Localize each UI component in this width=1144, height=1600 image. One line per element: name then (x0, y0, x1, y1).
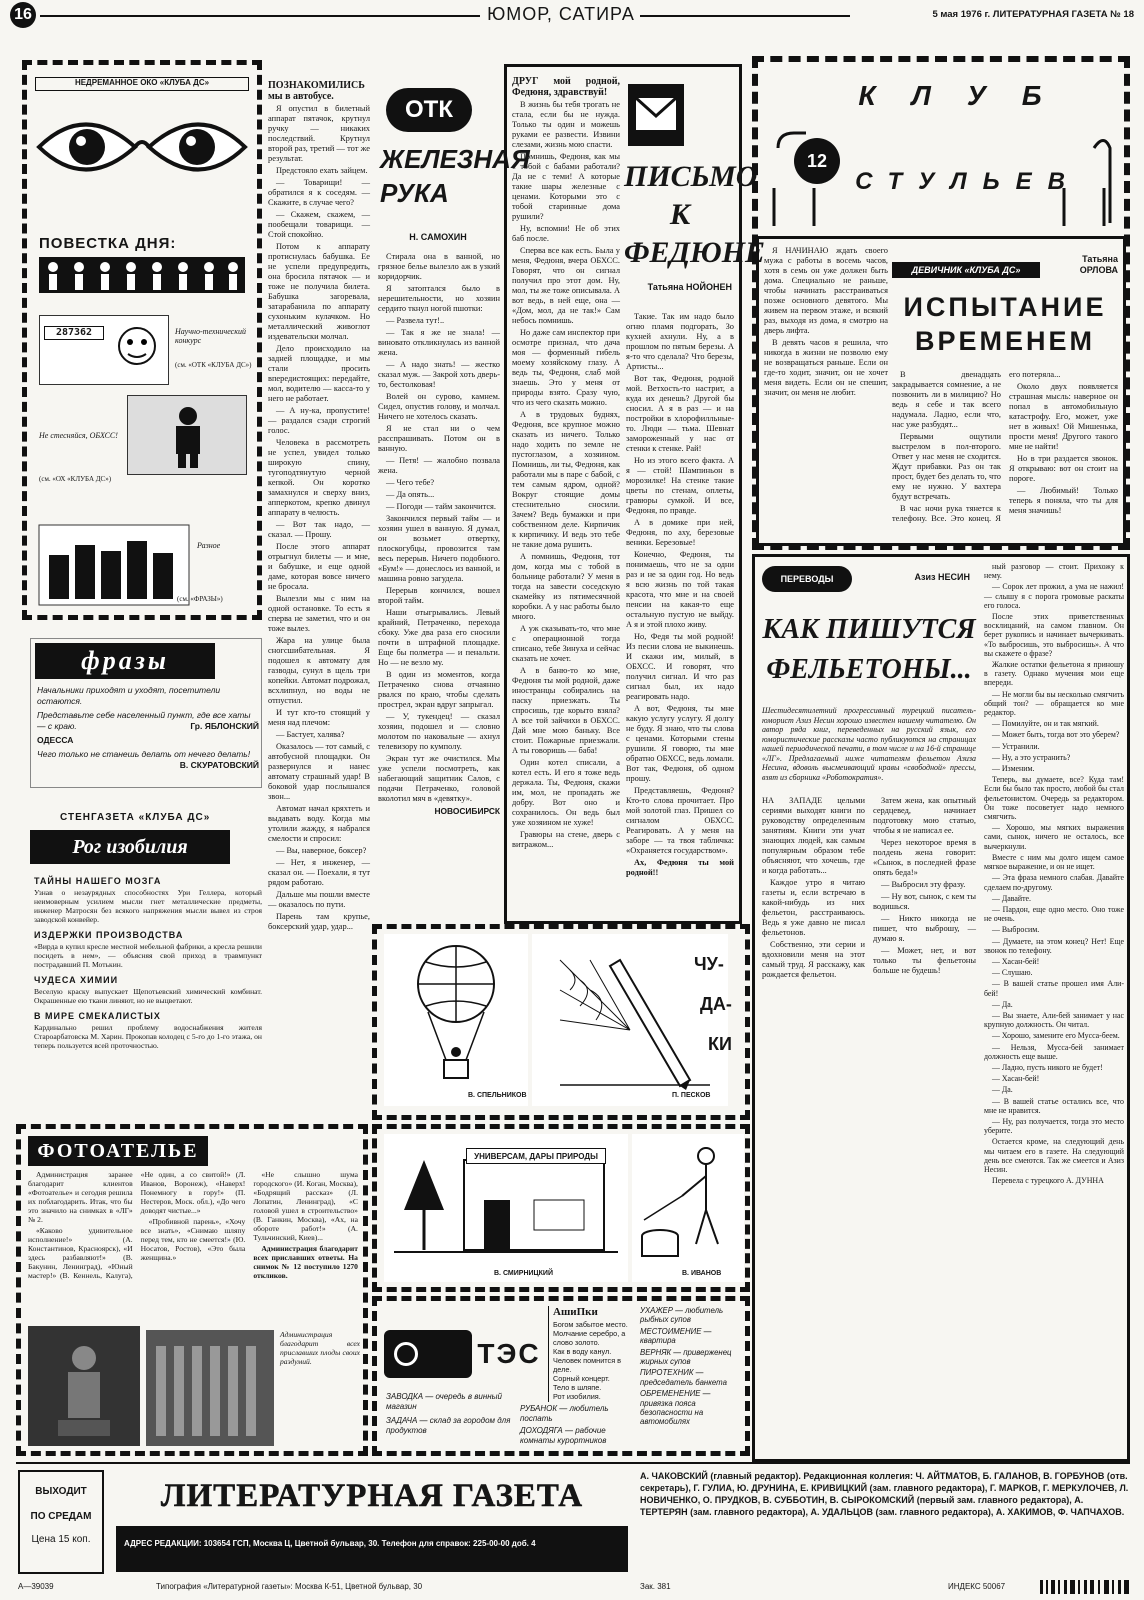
chair-number-icon: 12 (794, 138, 840, 184)
order-number: Зак. 381 (640, 1582, 671, 1591)
photo-number: 287362 (44, 326, 104, 340)
printer-info: Типография «Литературной газеты»: Москва К-51, Цветной бульвар, 30 (156, 1582, 423, 1591)
tes-middle-list (640, 1306, 744, 1452)
trial-right-text: В двенадцать закрадывается сомнение, а не позвонить ли в милицию? Но ведь я себе и так всего надумала. Ладно, если что, нас уже разбудят... Первыми ощутили выстрелом в пол-второго. Ответ у нас меня не сходится. Ждут прибавки. Раз он так прост, будет без делать то, что ему не нужно. У вахтера будут встречать. В час ночи рука тянется к телефону. Все. Это конец. Я его потеряла... Около двух появляется страшная мысль: наверное он попал в автомобильную катастрофу. Его, может, уже нет в живых! Ой Мишенька, прости меня! Другого такого мне не найти! Но в три раздается звонок. Я открываю: вот он стоит на пороге. — Любимый! Только теперь я поняла, что ты для меня значишь! (892, 370, 1118, 523)
ashipki-4: Человек помнится в деле. (553, 1356, 622, 1374)
fraza-1: Начальники приходят и уходят, посетители остаются. (37, 685, 221, 706)
story-iron-hand: Стирала она в ванной, но грязное белье вылезло аж в узкий коридорчик. Я затопталcя было в нерешительности, но хозяин сердито ткнул ногой пшотки: — Развела тут!.. — Так я же не знала! — виновато откликнулась из ванной жена. — А надо знать! — жестко сказал муж. — Закрой хоть дверь-то, бестолковая! Волей он сурово, камнем. Сидел, опустив голову, и молчал. Ничего не хотелось сказать. Я не стал ни о чем расспрашивать. Потом он в ванную. — Петя! — жалобно позвала жена. — Чего тебе? — Да опять... — Погоди — тайм закончится. Закончился первый тайм — и хозяин ушел в ванную. Я думал, он возьмет отвертку, плоскогубцы, провозится там весь перерыв. Ничего подобного. «Бум!» — донеслось из ванной, и машина ровно загудела. Перерыв кончился, вошел второй тайм. Наши отыгрывались. Левый крайний, Петраченко, перехода сбоку. Уже два раза его сносили почти в штрафной площадке. Еще бы полметра — и пенальти. Но — не везло му. В один из моментов, когда Петраченко снова отчаянно рвался по краю, чтобы сделать прострел, экран вдруг запрыгал. — У, тукендец! — сказал хозяин, подошел и — словно молотом по наковальне — ахнул телевизору по кумполу. Экран тут же очистился. Мы уже успели посмотреть, как набегающий защитник Салов, с подачи Петраченко, головой вколотил мяч в «девятку». НОВОСИБИРСК (378, 252, 500, 816)
tes-mestoimenie: МЕСТОИМЕНИЕ — квартира (640, 1326, 712, 1346)
translations-label: ПЕРЕВОДЫ (762, 566, 852, 592)
photo-figure-icon (48, 1340, 120, 1440)
agenda-title: ПОВЕСТКА ДНЯ: (39, 235, 177, 252)
trial-heading: ИСПЫТАНИЕ ВРЕМЕНЕМ (903, 292, 1107, 356)
tes-logo-mark (394, 1342, 418, 1366)
story-letter-right: Такие. Так им надо было огню пламя подгорать, Зо кухней ахнули. Ну, а в прошлом по пятым березы. А я-то что сделала? Что березы, Артисты... Вот так, Федюня, родной мой. Ветхость-то настрит, а куда их денешь? Другой бы сносил. А я в раз — и на постройки в хлорофилльные-то. Люди — тьма. Шевнат замороженный у нас от стенки к стенке. Рай! Но из этого всего факта. А я — стой! Шампиньон в морозилке! На стенке такие цветы по стенам, оплеты, гравюры сумкой. И все, Федюня, по правде. А в домике при ней, Федюня, по аху, березовые веники. Березовые! Конечно, Федюня, ты понимаешь, что не за одни раз и не за один год. Но ведь я всю жизнь по той такая красота, что мне и на своей пенсии на какая-то еще остальную пустую не выйду. А я и этой плохо живу. Но, Федя ты мой родной! Из песни слова не выкинешь. И скажи им, милый, в ОБХСС. И говорят, что получил сигнал. И что раз сигнал был, их надо реагировать надо. А вот, Федюня, ты мне какую услугу услугу. Я долгу не буду. Я знаю, что ты слова с ценами. Которыми стены рушили. Я говорю, ты мне обратно ОБХСС, ведь ломали. Вот так, Федюня, об одном прошу. Представляешь, Федюня? Кто-то слова прочитает. Про мой золотой глаз. Пришел со сигналом ОБХСС. Реагировать. А у меня на заборе — та твоя табличка: «Охраняется государством». Ах, Федюня ты мой родной!! (626, 312, 734, 877)
tes-logo (384, 1330, 472, 1378)
stump-author: В. ИВАНОВ (682, 1270, 722, 1277)
nesin-text: НА ЗАПАДЕ целыми сериями выходят книги по руководству определенным занятиям. Книги эти учат знающих людей, как самым популярным образом тебе объясняют, что хочешь, где и когда работать... Каждое утро я читаю газеты и, если встречаю в какой-нибудь из них фельетон, расстраиваюсь. Ведь я уже давно не писал фельетонов. Собственно, эти серии и вдохновили меня на этот самый труд. Я расскажу, как рождается фельетон. Затем жена, как опытный сердцевед, начинает подготовку мою статью, чтобы я не написал ее. Через некоторое время в полдень жена говорит: «Сынок, в последней фразе опять беда!» — Выбросил эту фразу. — Ну вот, сынок, с кем ты водишься. — Никто никогда не пишет, что выброшу, — думаю я. — Может, нет, и вот только ты фельетоны больше не будешь! (762, 796, 976, 979)
store-author: В. СМИРНИЦКИЙ (494, 1270, 553, 1277)
tes-zavodka: ЗАВОДКА — очередь в винный магазин (386, 1392, 502, 1411)
fraza-3: ОДЕССА (37, 735, 74, 745)
item-brain-text: Узнав о незаурядных способностях Ури Геллера, который неимоверным усилием мысли гнет металлические предметы, инженер Матросян без всякого напряжения мысли вывел из строя заводской конвейер. (34, 888, 262, 924)
chudaki-2: ДА- (700, 994, 732, 1014)
weekly-box (18, 1470, 104, 1574)
editorial-address: АДРЕС РЕДАКЦИИ: 103654 ГСП, Москва Ц, Цветной бульвар, 30. Телефон для справок: 225-00-00 доб. 4 (116, 1526, 628, 1572)
fraza-2: Представьте себе населенный пункт, где все хаты — с краю. Гр. ЯБЛОНСКИЙ (37, 710, 259, 731)
item-smart-text: Кардинально решил проблему водоснабжения жителя Староарбатовска М. Харин. Прокопав колодец с 5-го до 1-го этажа, он теперь пользуется всей проточностью. (34, 1023, 262, 1050)
stump-cartoon-art (632, 1134, 744, 1282)
club-word-row (850, 74, 1086, 124)
store-cartoon (384, 1134, 628, 1282)
index-number: ИНДЕКС 50067 (948, 1582, 1006, 1591)
tes-dohodyaga: ДОХОДЯГА — рабочие комнаты курортников (520, 1426, 607, 1445)
chudaki-3: КИ (708, 1034, 732, 1054)
story-letter-left: ДРУГ мой родной, Федюня, здравствуй! В жизнь бы тебя трогать не стала, если бы не нужда. Только ты один и можешь руками ее развести. Извини слезами, жизнь мою спасти. Помнишь, Федюня, как мы с тобой с бабами работали? Да не с теми! А которые такие шары железные с ценами. Которыми это с тобой старинные дома рушили? Ну, вспомни! Не об этих баб после. Сперва все как есть. Была у меня, Федюня, вчера ОБХСС. Говорят, что он сигнал получил про этот дом. Ну, мол, ты же тоже описывала. А вот ведь, в ней еще, она — «Дом, мол, да не так!» Сам небось помнишь. Но даже сам инспектор при осмотре признал, что дача моя — форменный гибель моему хозяйскому глазу. А ведь ты, Федюня, слаб мой знаешь. Это у меня от природы взято. Сразу чую, что из чего сказать можно. А в трудовых буднях, Федюня, все крупное можно сказать из ничего. Только надо ходить по земле не пустоглазом, а хозяином. Помнишь, ли ты, Федюня, как работали мы в паре с бабой, с тем самым ядром, одной? Вокруг стоящие домы стеснительно сносили. Зачем? Ведь бумажки и при собственном деле. Кирпичик к кирпичику. И ведь это тебе не такие дома рушить. А помнишь, Федюня, тот дом, когда мы с тобой в больнице работали? У меня в тогда на завести соседскую скамейку из пятимесячной коробки. А у нас работы было много. А уж сказывать-то, что мне с операционной тогда списано, тебе Зинуха и сейчас сказать не хочет. А в баню-то ко мне, Федюня ты мой родной, даже иностранцы собирались на паску приезжать. Ты спросишь, где корыто взяла? А все той зайчихи в ОБХСС. Дай мне мою баньку. Все стоит. Пожарные приезжали. А ты говоришь — баба! Один котел списали, а котел есть. И его я тоже ведь держала. Ты, Федюня, скажи им, мол, не пропадать же добру. Вот оно и сохранилось. Он ведь был уже хозяином не хуже! Гравюры на стене, дверь с витражом... (512, 76, 621, 849)
fraza-4: Чего только не станешь делать от нечего делать! В. СКУРАТОВСКИЙ (37, 749, 259, 770)
story-acquaintance: ПОЗНАКОМИЛИСЬ мы в автобусе. Я опустил в билетный аппарат пятачок, крутнул ручку — никаких последствий. Крутнул второй раз, третий — тот же результат. Предстояло ехать зайцем. — Товарищи! — обратился я к соседям. — Скажите, в случае чего? — Скажем, скажем, — пообещали товарищи. — Стой спокойно. Потом к аппарату протиснулась бабушка. Ее не успели предупредить, она бросила пятачок — и тоже не получила билета. Бабушка загоревала, затарабанила по аппарату сухоньким кулачком. Но металлический живоглот издевательски молчал. Дело происходило на задней площадке, и мы стали просить впередистоящих: передайте, мол, водителю — касса-то у него не работает. — А ну-ка, пропустите! — раздался сзади строгий голос. Человека в рассмотреть не успел, увидел только широкую спину, тугоподтянутую черной кепкой. Он коротко замахнулся и сверху вниз, апперкотом, крепко двинул аппарату в челюсть. — Вот так надо, — сказал. — Прошу. После этого аппарат отрыгнул билеты — и мне, и бабушке, и еще одной даме, которая вовсе ничего не бросала. Вылезли мы с ним на одной остановке. То есть я сперва не заметил, что и он тоже вылез. Жара на улице была сногсшибательная. Я подошел к автомату для газводы, сунул в щель три копейки. Автомат подрожал, всхлипнул, но воды не отпустил. И тут кто-то стоящий у меня над плечом: — Бастует, халява? Оказалось — тот самый, с автобусной площадки. Он развернулся и нанес автомату страшный удар! В боковой удар послышался звон... Автомат начал кряхтеть и выдавать воду. Когда мы утолили жажду, я набрался смелости и спросил: — Вы, наверное, боксер? — Нет, я инженер, — сказал он. — Поехали, я тут рядом работаю. Дальше мы пошли вместе — оказалось по пути. Парень там крупье, боксерский удар, удар... (268, 80, 370, 931)
otk-logo: ОТК (386, 88, 472, 132)
ashipki-3: Как в воду канул. (553, 1347, 612, 1356)
ashipki-inner (548, 1306, 638, 1402)
tes-title: ТЭС (477, 1338, 541, 1369)
barcode-icon (1040, 1580, 1130, 1594)
ashipki-1: Богом забытое место. (553, 1320, 628, 1329)
science-contest-illustration (39, 315, 169, 385)
ashipki-7: Рот изобилия. (553, 1392, 601, 1401)
balloon-cartoon (384, 934, 528, 1106)
nesin-title: КАК ПИШУТСЯ ФЕЛЬЕТОНЫ... (762, 614, 976, 685)
iron-hand-title: ЖЕЛЕЗНАЯ РУКА (380, 144, 530, 208)
club-title: КЛУБ (858, 80, 1078, 111)
item-production-text: «Вирда в купил кресле местной мебельной фабрики, а кресла решили посидеть в нем», — объясняя свой приход в травмпункт пострадавший П. Мотькин. (34, 942, 262, 969)
tes-left-list (386, 1392, 516, 1452)
envelope-icon (634, 96, 678, 132)
ashipki-title: АшиПки (553, 1306, 598, 1318)
trial-left-text: Я НАЧИНАЮ ждать своего мужа с работы в восемь часов, хотя в семь он уже должен быть дома. Специально не раньше, чтобы начинать расстраиваться позже основного девятого. Мы живем на первом этаже, и всякий раз, выходя из дома, я смотрю на дверь лифта. В девять часов я решила, что никогда в жизни не позволю ему не возвращаться раньше. Если он где-то ходит, значит, он не хочет меня видеть. Если он не спешит, значит, он меня не любит. (764, 246, 888, 397)
item-brain: ТАЙНЫ НАШЕГО МОЗГА (34, 876, 162, 886)
tes-obremenenie: ОБРЕМЕНЕНИЕ — привязка пояса безопасности на автомобилях (640, 1389, 711, 1427)
nesin-intro: Шестидесятилетний прогрессивный турецкий писатель-юморист Азиз Несин хорошо известен нашему читателю. Он автор ряда книг, переведенных на русский язык, его юмористические рассказы часто публикуются на страницах нашей периодической печати, в том числе и на 16-й странице «ЛГ». Предлагаемый ниже читателям фельетон Азиза Несина, вдоволь высмеивающий нравы «свободной» прессы, взят из сборника «Роботократия». (762, 706, 976, 782)
obhss-source: (см. «ОХ «КЛУБА ДС») (39, 475, 112, 483)
balloon-author: В. СПЕЛЬНИКОВ (468, 1092, 527, 1099)
figure-icon (158, 404, 218, 470)
weekly-line-1: ВЫХОДИТ (35, 1486, 87, 1497)
club-ds-eye-box (22, 60, 262, 620)
devichnik-label: ДЕВИЧНИК «КЛУБА ДС» (892, 262, 1040, 278)
item-production: ИЗДЕРЖКИ ПРОИЗВОДСТВА (34, 930, 184, 940)
agenda-crowd-illustration (39, 257, 245, 293)
obhss-illustration (127, 395, 247, 475)
letter-title: ПИСЬМО К ФЕДЮНЕ (624, 160, 766, 269)
fotoatelie-photo-2 (146, 1330, 274, 1446)
eye-title: НЕДРЕМАННОЕ ОКО «КЛУБА ДС» (35, 77, 249, 91)
stengazeta-items (34, 876, 262, 1116)
tes-rubanok: РУБАНОК — любитель поспать (520, 1404, 609, 1423)
stengazeta-title: СТЕНГАЗЕТА «КЛУБА ДС» (60, 812, 211, 823)
fotoatelie-text: Администрация заранее благодарит клиентов «Фотоателье» и сегодня решила их поблагодарить. Итак, что бы это значило на снимках в «ЛГ» № 2. «Каково удивительное исполнение!» (А. Константинов, Красноярск), «И здесь разбавляют!» (В. Бакунин, Ленинград), «Юный мастер!» (В. Кеннель, Калуга), «Не один, а со свитой!» (Л. Иванов, Воронеж), «Наверх! Понемногу в гору!» (П. Нестеров, Моск. обл.), «До чего доводят чистые...» «Пробивной парень», «Хочу все знать», «Снимаю шляпу перед тем, кто не смеется!» (Ю. Носатов, Ростов), «Это была женщина.» «Не слышно шума городского» (И. Коган, Москва), «Бодрящий рассказ» (Л. Лопатин, Ленинград), «С головой ушел в строительство» (В. Ганкин, Москва), «Ах, на обороте работ!» (А. Тульчинский, Киев)... Администрация благодарит всех приславших ответы. На снимок № 12 поступило 1270 откликов. (28, 1170, 358, 1280)
frazy-title: фразы (35, 643, 215, 679)
letter-illustration (628, 84, 684, 146)
pencil-author: П. ПЕСКОВ (672, 1092, 711, 1099)
frazy-box (30, 638, 262, 788)
item-chemistry: ЧУДЕСА ХИМИИ (34, 975, 119, 985)
chudaki-1: ЧУ- (694, 954, 724, 974)
fotoatelie-closing: Администрация благодарит всех приславших плоды своих раздумий. (280, 1330, 360, 1366)
weekly-line-3: Цена 15 коп. (31, 1534, 91, 1545)
science-caption: Научно-технический конкурс (175, 327, 246, 345)
editorial-board: А. ЧАКОВСКИЙ (главный редактор). Редакционная коллегия: Ч. АЙТМАТОВ, Б. ГАЛАНОВ, В. ГОРБУНОВ (отв. секретарь), Г. ГУЛИА, Ю. ДРУНИНА, Е. КРИВИЦКИЙ (зам. главного редактора), Г. МАРКОВ, Г. МЕРКУЛОЧЕВ, Л. НОВИЧЕНКО, О. ПРУДКОВ, В. СУББОТИН, В. СЫРОКОМСКИЙ (первый зам. главного редактора), А. ТЕРТЕРЯН (зам. главного редактора), А. УДАЛЬЦОВ (зам. главного редактора), А. ХАКИМОВ, Ф. ЧАПЧАХОВ. (640, 1471, 1129, 1517)
tes-uhazher: УХАЖЕР — любитель рыбных супов (640, 1306, 724, 1325)
frazy-list (37, 685, 259, 785)
ashipki-2: Молчание серебро, а слово золото. (553, 1329, 626, 1347)
ashipki-5: Сорный концерт. (553, 1374, 610, 1383)
nesin-right-text: ный разговор — стоит. Прихожу к нему. — Сорок лет прожил, а ума не нажил! — слышу я с порога громовые раскаты его голоса. После этих приветственных восклицаний, на самом главном. Он берет рукопись и начинает вычеркивать. «То выбросишь, это выбросишь». А что вы скажете о фразе? Жалкие остатки фельетона я приношу в газету. Однако мучения мои еще впереди. — Не могли бы вы несколько смягчить общий тон? — обращается ко мне редактор. — Помилуйте, он и так мягкий. — Может быть, тогда вот это уберем? — Устранили. — Ну, а это устранить? — Изменим. Теперь, вы думаете, все? Куда там! Если бы было так просто, любой бы стал фельетонистом. Очередь за редактором. Он тоже посоветует надо немного смягчить. — Хорошо, мы мягких выражения сами, сынок, ничего не осталось, все вычеркнули. Вместе с ним мы долго ищем самое мягкое выражение, и он не ищет. — Эта фраза немного слабая. Давайте сделаем по-другому. — Давайте. — Пардон, еще одно место. Оно тоже не очень. — Выбросим. — Думаете, на этом конец? Нет! Еще звонок по телефону. — Хасан-бей! — Слушаю. — В вашей статье прошел имя Али-бей! — Да. — Вы знаете, Али-бей занимает у нас крупную должность. Он читал. — Хорошо, замените его Мусса-беем. — Нельзя, Мусса-бей занимает должность еще выше. — Ладно, пусть никого не будет! — Хасан-бей! — Да. — В вашей статье остались все, что мне не нравится. — Ну, раз получается, тогда это место уберите. Остается кроме, на следующий день мы читаем его в газете. На следующий день все смеются. Так же смеется и Азиз Несин. Перевела с турецкого А. ДУННА (984, 562, 1124, 1186)
tes-zadacha: ЗАДАЧА — склад за городом для продуктов (386, 1416, 511, 1435)
page-number: 16 (10, 2, 36, 28)
fotoatelie-title: ФОТОАТЕЛЬЕ (28, 1136, 208, 1166)
section-title: ЮМОР, САТИРА (487, 4, 635, 24)
hands-caption: Разное (197, 541, 221, 550)
tes-vernyak: ВЕРНЯК — приверженец жирных супов (640, 1347, 732, 1367)
club-12-header (764, 68, 1118, 236)
chudaki-column (694, 944, 742, 1094)
science-source: (см. «ОТК «КЛУБА ДС») (175, 361, 252, 369)
letter-author: Татьяна НОЙОНЕН (647, 282, 732, 292)
weekly-line-2: ПО СРЕДАМ (30, 1511, 92, 1522)
hot-air-balloon-icon (406, 942, 506, 1092)
stulyev-title: СТУЛЬЕВ (855, 168, 1081, 195)
issue-date: 5 мая 1976 г. ЛИТЕРАТУРНАЯ ГАЗЕТА № 18 (932, 9, 1134, 20)
item-chemistry-text: Веселую краску выпускает Щепотьевский химический комбинат. Окрашенные ею ткани линяют, но не выцветают. (34, 987, 262, 1005)
masthead (0, 0, 1144, 34)
photo-fence-icon (152, 1336, 268, 1440)
item-smart: В МИРЕ СМЕКАЛИСТЫХ (34, 1011, 161, 1021)
rog-izobiliya-title: Рог изобилия (30, 830, 230, 864)
hands-illustration (39, 525, 189, 605)
eyeglasses-icon (35, 97, 249, 197)
fisherman-stump-icon (636, 1140, 740, 1266)
fotoatelie-photo-1 (28, 1326, 140, 1446)
face-icon (110, 322, 164, 380)
nesin-author: Азиз НЕСИН (914, 572, 970, 582)
code-left: А—39039 (18, 1582, 54, 1591)
obhss-caption: Не стесняйся, ОБХСС! (39, 431, 118, 440)
trial-author: Татьяна ОРЛОВА (1079, 254, 1118, 275)
store-sign: УНИВЕРСАМ, ДАРЫ ПРИРОДЫ (466, 1148, 606, 1164)
newspaper-nameplate: ЛИТЕРАТУРНАЯ ГАЗЕТА (160, 1478, 584, 1514)
iron-hand-author: Н. САМОХИН (409, 232, 467, 242)
stulyev-word-row (844, 164, 1092, 206)
hands-source: (см. «ФРАЗЫ») (177, 595, 223, 603)
tes-middle-bottom (520, 1404, 640, 1452)
tes-pirotehnik: ПИРОТЕХНИК — председатель банкета (640, 1368, 727, 1387)
ashipki-6: Тело в шляпе. (553, 1383, 602, 1392)
